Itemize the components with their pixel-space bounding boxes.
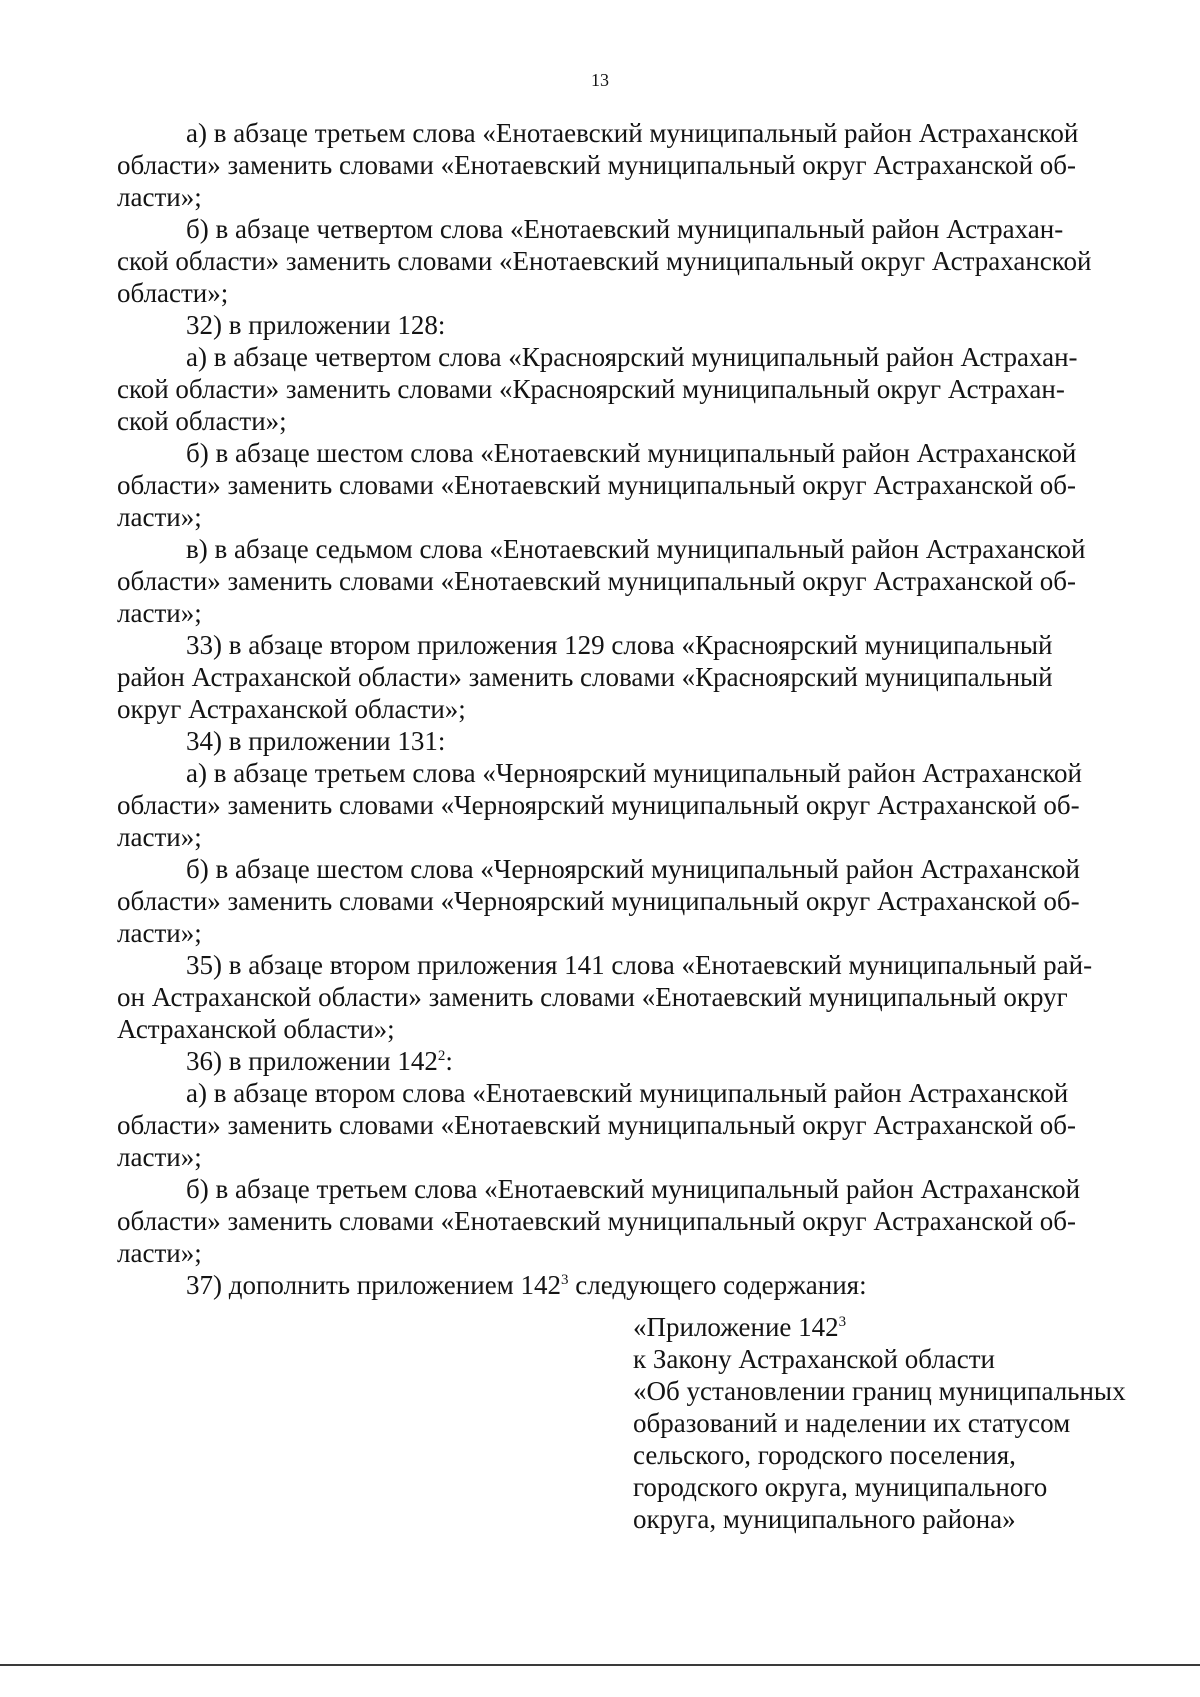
- paragraph: в) в абзаце седьмом слова «Енотаевский муниципальный район Астраханской области» заменить словами «Енотаевский муниципальный округ Астраханской об- ласти»;: [117, 534, 1086, 628]
- appendix-header: [633, 1311, 1153, 1535]
- paragraph: 34) в приложении 131:: [186, 726, 446, 756]
- paragraph: б) в абзаце третьем слова «Енотаевский муниципальный район Астраханской области» заменить словами «Енотаевский муниципальный округ Астраханской об- ласти»;: [117, 1174, 1081, 1268]
- page-number: 13: [591, 70, 609, 90]
- paragraph: а) в абзаце третьем слова «Черноярский муниципальный район Астраханской области» заменить словами «Черноярский муниципальный округ Астраханской об- ласти»;: [117, 758, 1082, 852]
- item-36-text: 36) в приложении 142: [186, 1046, 438, 1076]
- document-body: [117, 117, 1137, 1301]
- appendix-title: [633, 1311, 1153, 1343]
- item-37-superscript: 3: [561, 1272, 569, 1288]
- appendix-line: округа, муниципального района»: [633, 1504, 1016, 1534]
- item-36-colon: :: [445, 1046, 453, 1076]
- appendix-line: образований и наделении их статусом: [633, 1408, 1071, 1438]
- paragraph: 35) в абзаце втором приложения 141 слова «Енотаевский муниципальный рай- он Астраханской области» заменить словами «Енотаевский муниципальный округ Астраханской области»;: [117, 950, 1093, 1044]
- paragraph: 33) в абзаце втором приложения 129 слова «Красноярский муниципальный район Астраханской области» заменить словами «Красноярский муниципальный округ Астраханской области»;: [117, 630, 1053, 724]
- paragraph: б) в абзаце шестом слова «Черноярский муниципальный район Астраханской области» заменить словами «Черноярский муниципальный округ Астраханской об- ласти»;: [117, 854, 1080, 948]
- paragraph: а) в абзаце третьем слова «Енотаевский муниципальный район Астраханской области» заменить словами «Енотаевский муниципальный округ Астраханской об- ласти»;: [117, 118, 1079, 212]
- item-37-tail: следующего содержания:: [568, 1270, 867, 1300]
- appendix-line: городского округа, муниципального: [633, 1472, 1048, 1502]
- paragraph: 32) в приложении 128:: [186, 310, 446, 340]
- paragraph-item-36: [117, 1045, 1137, 1077]
- paragraph: б) в абзаце шестом слова «Енотаевский муниципальный район Астраханской области» заменить словами «Енотаевский муниципальный округ Астраханской об- ласти»;: [117, 438, 1077, 532]
- paragraph-item-37: [117, 1269, 1137, 1301]
- paragraph: б) в абзаце четвертом слова «Енотаевский муниципальный район Астрахан- ской области» заменить словами «Енотаевский муниципальный округ Астраханской области»;: [117, 214, 1092, 308]
- item-36-superscript: 2: [437, 1048, 446, 1064]
- item-37-text: 37) дополнить приложением 142: [186, 1270, 562, 1300]
- appendix-line: сельского, городского поселения,: [633, 1440, 1016, 1470]
- appendix-title-superscript: 3: [838, 1314, 847, 1330]
- appendix-line: к Закону Астраханской области: [633, 1344, 996, 1374]
- appendix-line: «Об установлении границ муниципальных: [633, 1376, 1126, 1406]
- paragraph: а) в абзаце четвертом слова «Красноярский муниципальный район Астрахан- ской области» заменить словами «Красноярский муниципальный округ Астрахан- ской области»;: [117, 342, 1078, 436]
- paragraph: а) в абзаце втором слова «Енотаевский муниципальный район Астраханской области» заменить словами «Енотаевский муниципальный округ Астраханской об- ласти»;: [117, 1078, 1077, 1172]
- appendix-title-text: «Приложение 142: [633, 1312, 839, 1342]
- bottom-divider: [0, 1664, 1200, 1666]
